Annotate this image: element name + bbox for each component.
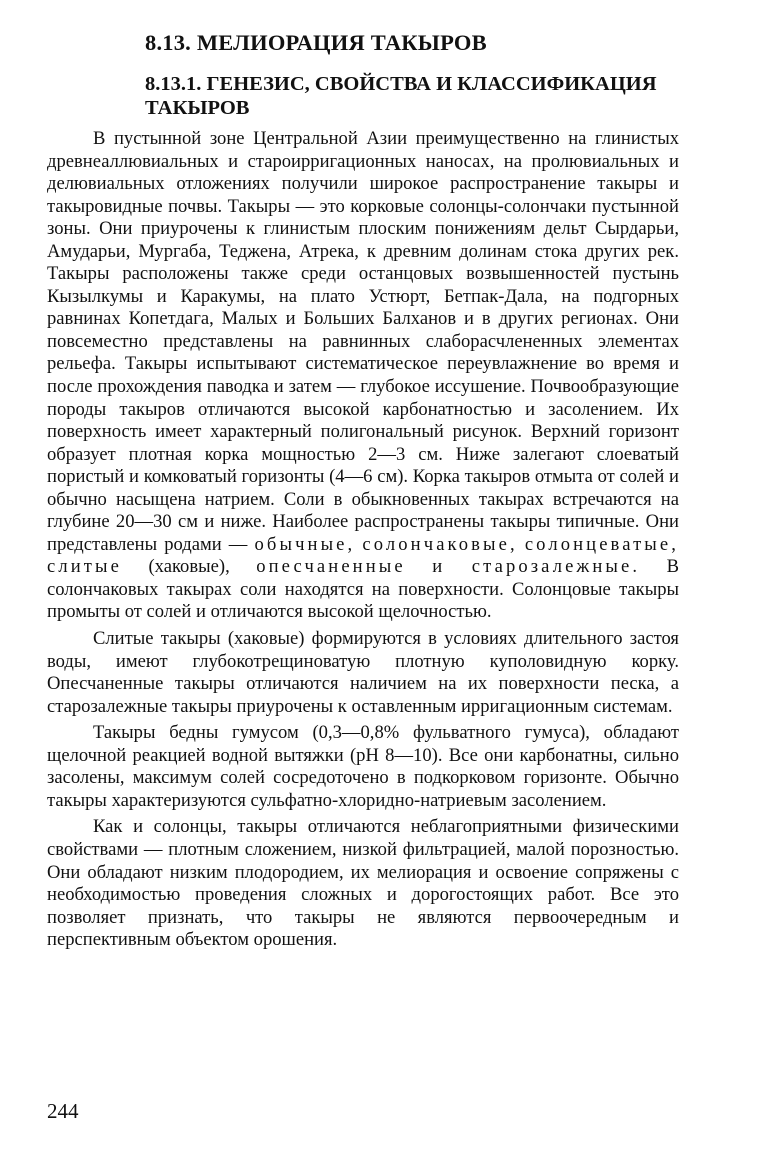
takyr-type-ordinary: обычные, [254,533,356,555]
takyr-type-old-fallow: старозалежные. [471,556,641,578]
paragraph-3: Такыры бедны гумусом (0,3—0,8% фульватного гумуса), обладают щелочной реакцией водной вытяжки (рН 8—10). Все они карбонатны, сильно засолены, максимум солей сосредоточено в подкорковом горизонте. Обычно такыры характеризуются сульфатно-хлоридно-натриевым засолением. [47,722,679,811]
paragraph-1-text-b: В солончаковых такырах соли находятся на поверхности. Солонцовые такыры промыты от солей и отличаются высокой щелочностью. [47,556,680,623]
section-title: 8.13. МЕЛИОРАЦИЯ ТАКЫРОВ [145,30,487,55]
takyr-type-sanded: опесчаненные [256,556,406,578]
takyr-type-fused: слитые [47,556,122,578]
paragraph-2: Слитые такыры (хаковые) формируются в условиях длительного застоя воды, имеют глубокотрещиноватую плотную куполовидную корку. Опесчаненные такыры отличаются наличием на их поверхности песка, а старозалежные такыры приурочены к оставленным ирригационным системам. [47,628,679,717]
paragraph-1 [47,128,679,624]
paragraph-1-text-a: В пустынной зоне Центральной Азии преимущественно на глинистых древнеаллювиальных и староирригационных наносах, на пролювиальных и делювиальных отложениях получили широкое распространение такыры и такыровидные почвы. Такыры — это корковые солонцы-солончаки пустынной зоны. Они приурочены к глинистым плоским понижениям дельт Сырдарьи, Амударьи, Мургаба, Теджена, Атрека, к древним долинам стока других рек. Такыры расположены также среди останцовых возвышенностей пустынь Кызылкумы и Каракумы, на плато Устюрт, Бетпак-Дала, на подгорных равнинах Копетдага, Малых и Больших Балханов и в других регионах. Они повсеместно представлены на равнинных слаборасчлененных элементах рельефа. Такыры испытывают систематическое переувлажнение во время и после прохождения паводка и затем — глубокое иссушение. Почвообразующие породы такыров отличаются высокой карбонатностью и засолением. Их поверхность имеет характерный полигональный рисунок. Верхний горизонт образует плотная корка мощностью 2—3 см. Ниже залегают слоеватый пористый и комковатый горизонты (4—6 см). Корка такыров отмыта от солей и обычно насыщена натрием. Соли в обыкновенных такырах встречаются на глубине 20—30 см и ниже. Наиболее распространены такыры типичные. Они представлены родами — [47,128,679,555]
conjunction: и [432,556,446,578]
takyr-type-solonetzic: солонцеватые, [524,533,679,555]
body-text [47,128,679,952]
takyr-type-fused-note: (хаковые), [148,556,230,578]
paragraph-4: Как и солонцы, такыры отличаются неблагоприятными физическими свойствами — плотным сложением, низкой фильтрацией, малой порозностью. Они обладают низким плодородием, их мелиорация и освоение сопряжены с необходимостью проведения сложных и дорогостоящих работ. Все это позволяет признать, что такыры не являются первоочередным и перспективным объектом орошения. [47,816,679,951]
page-number: 244 [47,1099,79,1123]
takyr-type-saline: солончаковые, [362,533,518,555]
document-page [47,28,679,952]
subsection-title: 8.13.1. ГЕНЕЗИС, СВОЙСТВА И КЛАССИФИКАЦИЯ ТАКЫРОВ [145,73,657,119]
